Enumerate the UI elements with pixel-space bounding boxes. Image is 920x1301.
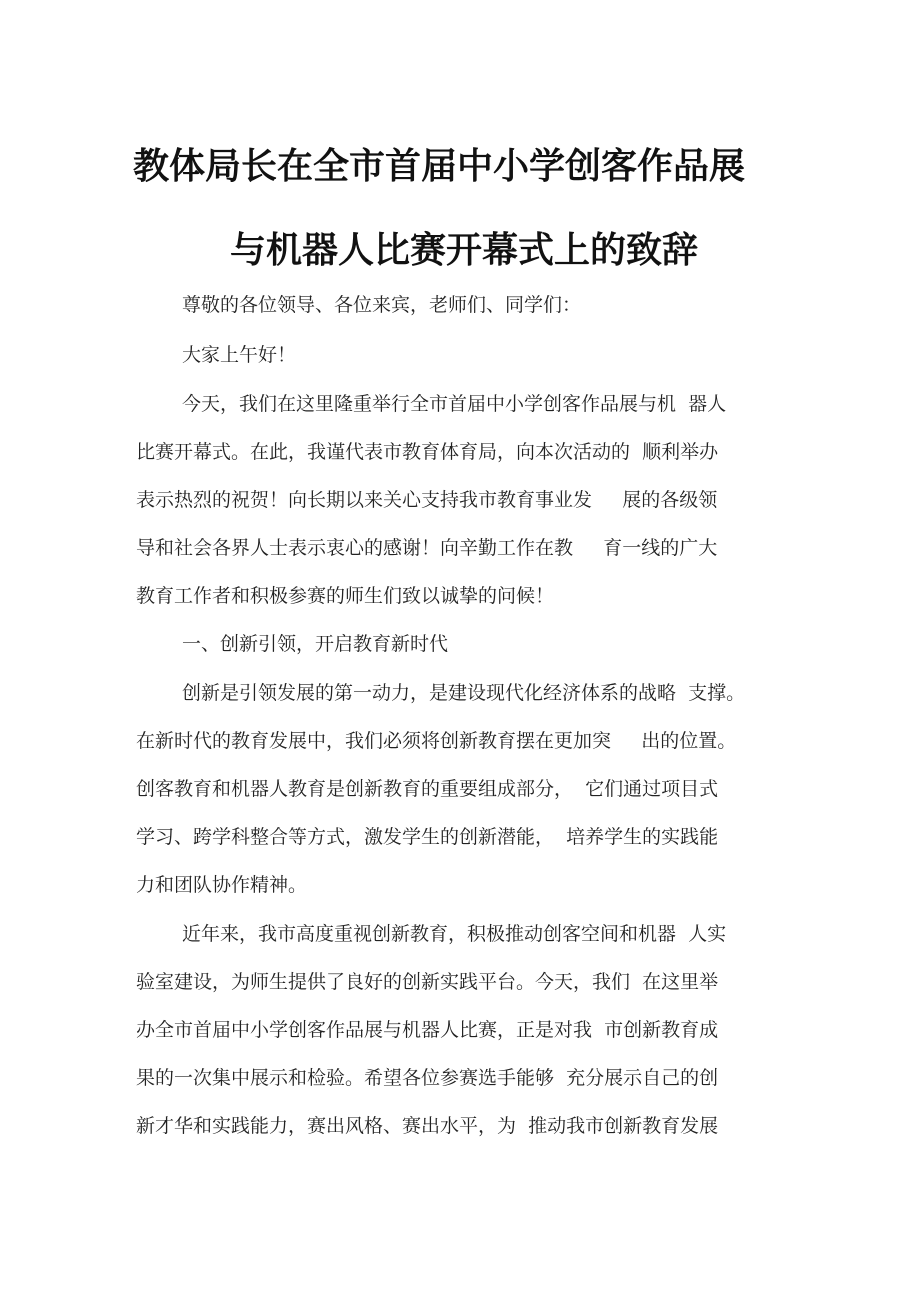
body-line: 在新时代的教育发展中，我们必须将创新教育摆在更加突 出的位置。 [136,730,737,752]
body-line: 学习、跨学科整合等方式，激发学生的创新潜能， 培养学生的实践能 [136,826,719,848]
body-line: 近年来，我市高度重视创新教育，积极推动创客空间和机器 人实 [182,923,727,945]
body-line: 创新是引领发展的第一动力，是建设现代化经济体系的战略 支撑。 [182,682,746,704]
section-heading: 一、创新引领，开启教育新时代 [182,633,449,655]
body-line: 今天，我们在这里隆重举行全市首届中小学创客作品展与机 器人 [182,393,727,415]
body-line: 表示热烈的祝贺！向长期以来关心支持我市教育事业发 展的各级领 [136,489,718,511]
body-line: 办全市首届中小学创客作品展与机器人比赛，正是对我 市创新教育成 [136,1019,719,1041]
body-line: 验室建设，为师生提供了良好的创新实践平台。今天，我们 在这里举 [136,971,719,993]
body-line: 果的一次集中展示和检验。希望各位参赛选手能够 充分展示自己的创 [136,1067,719,1089]
greeting: 大家上午好！ [182,344,297,366]
document-title-line-1: 教体局长在全市首届中小学创客作品展 [133,146,746,187]
body-line: 力和团队协作精神。 [136,874,308,896]
body-line: 教育工作者和积极参赛的师生们致以诚挚的问候！ [136,585,555,607]
body-line: 导和社会各界人士表示衷心的感谢！向辛勤工作在教 育一线的广大 [136,537,718,559]
salutation: 尊敬的各位领导、各位来宾，老师们、同学们： [182,294,582,316]
body-line: 新才华和实践能力，赛出风格、赛出水平，为 推动我市创新教育发展 [136,1115,719,1137]
body-line: 比赛开幕式。在此，我谨代表市教育体育局，向本次活动的 顺利举办 [136,441,719,463]
document-title-line-2: 与机器人比赛开幕式上的致辞 [230,230,699,271]
body-line: 创客教育和机器人教育是创新教育的重要组成部分， 它们通过项目式 [136,778,719,800]
